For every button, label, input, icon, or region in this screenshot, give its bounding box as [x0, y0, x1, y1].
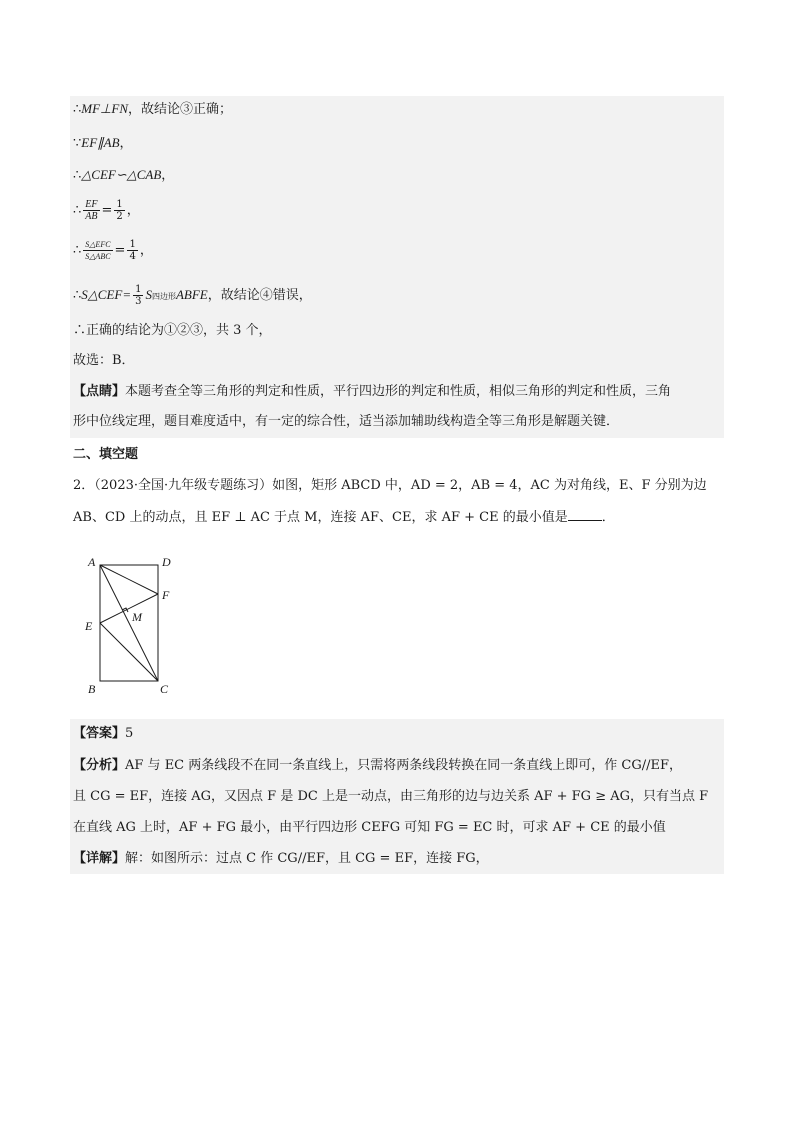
solution-line-8: 故选：B．	[73, 353, 135, 368]
question-line-2: AB、CD 上的动点，且 EF ⊥ AC 于点 M，连接 AF、CE，求 AF + CE 的最小值是 ．	[73, 510, 615, 525]
therefore-symbol: ∴	[73, 243, 82, 258]
solution-line-4: ∴ $\frac{EF}{AB}$ = $\frac{1}{2}$ ，	[73, 199, 140, 222]
analysis-line-3: 在直线 AG 上时，AF + FG 最小，由平行四边形 CEFG 可知 FG = EC 时，可求 AF + CE 的最小值	[73, 820, 666, 835]
math-expression: △CEF∽△CAB	[81, 167, 162, 182]
analysis-tag: 【分析】	[73, 758, 126, 773]
analysis-line-1: 【分析】AF 与 EC 两条线段不在同一条直线上，只需将两条线段转换在同一条直线上即可，作 CG//EF，	[73, 758, 682, 773]
therefore-symbol: ∴	[73, 288, 82, 303]
solution-line-2	[73, 134, 133, 153]
solution-line-3	[73, 166, 174, 185]
diagonal-ac	[100, 565, 158, 681]
detail-tag: 【详解】	[73, 851, 126, 866]
line-text: ，故结论③正确；	[128, 102, 233, 117]
fraction-one-half: $\frac{1}{2}$	[116, 199, 123, 222]
detail-line: 【详解】解：如图所示：过点 C 作 CG//EF，且 CG = EF，连接 FG，	[73, 851, 489, 866]
label-e: E	[85, 619, 93, 633]
comment-line-2: 形中位线定理，题目难度适中，有一定的综合性，适当添加辅助线构造全等三角形是解题关键．	[73, 414, 620, 429]
solution-line-1	[73, 100, 232, 119]
label-c: C	[160, 682, 169, 696]
label-m: M	[132, 610, 142, 624]
solution-line-6: ∴S△CEF= $\frac{1}{3}$ S四边形ABFE，故结论④错误，	[73, 284, 312, 307]
answer-tag: 【答案】	[73, 726, 126, 741]
fraction-one-quarter: $\frac{1}{4}$	[129, 239, 136, 262]
comment-line-1: 【点睛】本题考查全等三角形的判定和性质，平行四边形的判定和性质，相似三角形的判定和性质，三角	[73, 384, 672, 399]
question-line-1: 2．（2023·全国·九年级专题练习）如图，矩形 ABCD 中，AD = 2，AB = 4，AC 为对角线，E、F 分别为边	[73, 478, 707, 493]
therefore-symbol: ∴	[73, 203, 82, 218]
math-expression: EF∥AB	[81, 135, 120, 150]
therefore-symbol: ∴	[73, 168, 82, 183]
line-text: ，	[161, 168, 175, 183]
solution-line-5: ∴ $\frac{\text{S△EFC}}{\text{S△ABC}}$ = $\frac{1}{4}$ ，	[73, 239, 153, 262]
because-symbol: ∵	[73, 136, 82, 151]
label-d: D	[162, 555, 171, 569]
analysis-line-2: 且 CG = EF，连接 AG，又因点 F 是 DC 上是一动点，由三角形的边与边关系 AF + FG ≥ AG，只有当点 F	[73, 789, 709, 804]
line-text: ，	[119, 136, 133, 151]
segment-ec	[100, 623, 158, 681]
math-expression: MF⊥FN	[81, 101, 128, 116]
label-a: A	[88, 555, 96, 569]
therefore-symbol: ∴	[73, 102, 82, 117]
answer-value: 5	[125, 726, 134, 741]
segment-ef	[100, 594, 158, 623]
fraction-area-ratio: $\frac{\text{S△EFC}}{\text{S△ABC}}$	[85, 240, 111, 261]
section-title: 二、填空题	[73, 447, 139, 462]
solution-line-7: ∴正确的结论为①②③，共 3 个，	[73, 323, 272, 338]
answer-blank	[568, 508, 602, 521]
rectangle-figure	[80, 550, 190, 700]
fraction-one-third: $\frac{1}{3}$	[135, 284, 142, 307]
answer-line	[73, 725, 133, 743]
label-b: B	[88, 682, 96, 696]
segment-af	[100, 565, 158, 594]
fraction-ef-ab: $\frac{EF}{AB}$	[85, 199, 98, 222]
comment-tag: 【点睛】	[73, 384, 126, 399]
label-f: F	[162, 588, 170, 602]
